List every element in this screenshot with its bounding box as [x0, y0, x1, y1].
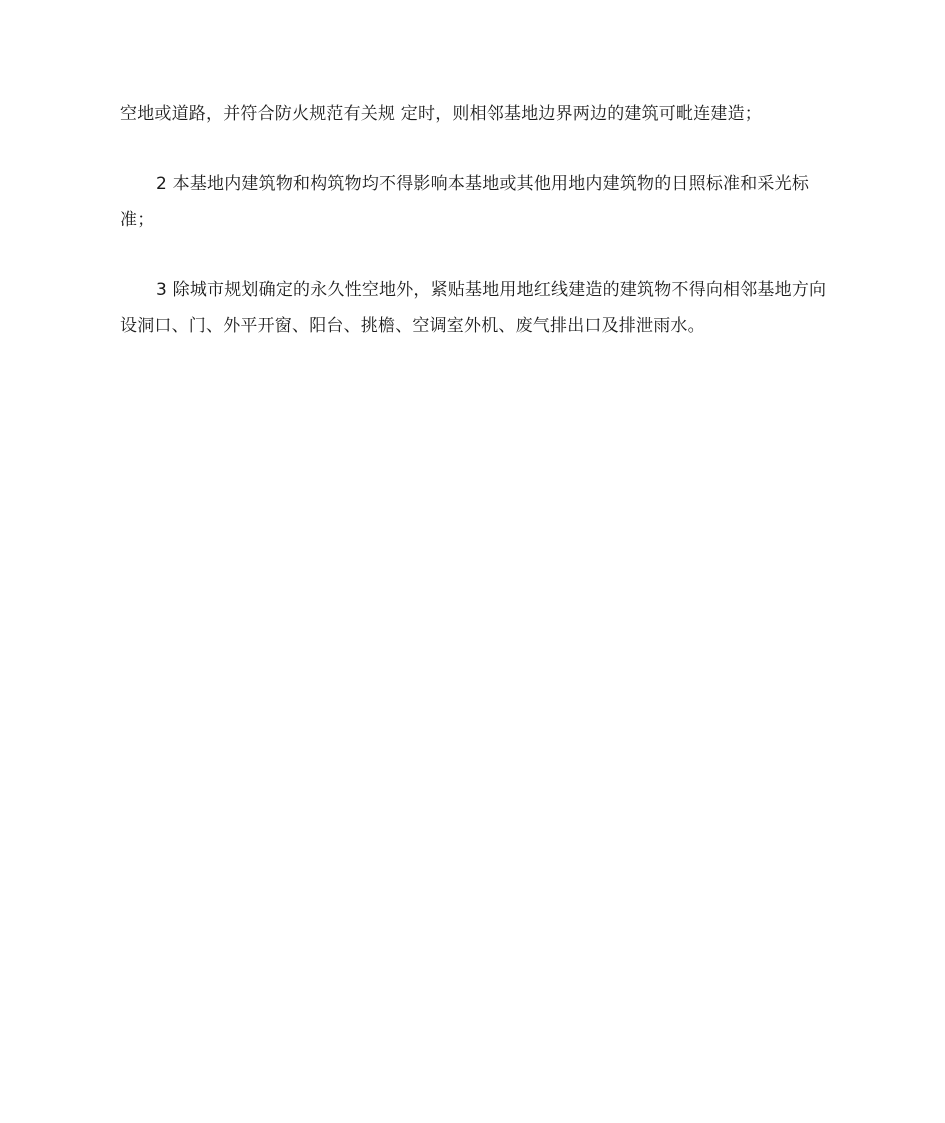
- paragraph-gap: [120, 132, 830, 166]
- paragraph-item-3: 3 除城市规划确定的永久性空地外，紧贴基地用地红线建造的建筑物不得向相邻基地方向设洞口、门、外平开窗、阳台、挑檐、空调室外机、废气排出口及排泄雨水。: [120, 280, 827, 336]
- document-body: [120, 96, 830, 344]
- paragraph-item-2: 2 本基地内建筑物和构筑物均不得影响本基地或其他用地内建筑物的日照标准和采光标准；: [120, 174, 810, 230]
- paragraph-gap: [120, 238, 830, 272]
- paragraph-continuation: 空地或道路，并符合防火规范有关规 定时，则相邻基地边界两边的建筑可毗连建造；: [120, 104, 763, 124]
